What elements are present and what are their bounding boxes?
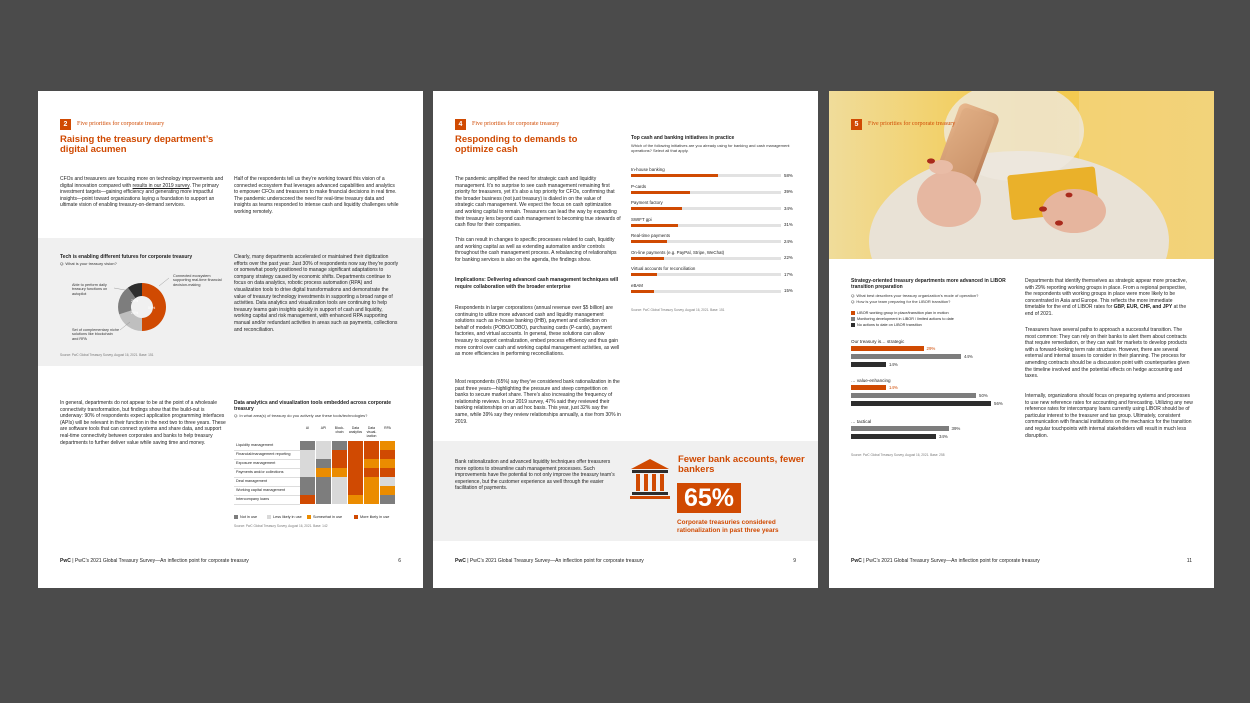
heatmap-cell bbox=[348, 459, 363, 468]
bar-track bbox=[631, 273, 781, 276]
chart-source: Source: PwC Global Treasury Survey, August 16, 2021. Base: 151 bbox=[60, 353, 154, 357]
document-page-9 bbox=[433, 91, 818, 588]
libor-bar-chart bbox=[851, 339, 1021, 449]
bar bbox=[851, 354, 961, 359]
page-footer: PwC | PwC’s 2021 Global Treasury Survey—An inflection point for corporate treasury bbox=[60, 558, 249, 564]
heatmap-legend-more: More likely in use bbox=[354, 515, 389, 519]
donut-label-connected: Connected ecosystem supporting real-time financial decision-making bbox=[173, 274, 222, 287]
heatmap-cell bbox=[300, 468, 315, 477]
right-paragraph-2: Treasurers have several paths to approach a successful transition. The most common: They can rely on their banks to alert them about contracts that require remediation, or they can wait for markets to develop products with a forward-looking term rate structure. However, there are several external and internal issues to consider in their planning. The process for amending contracts should be a discussion point with counterparties given the timeline involved and the potential effects on hedge accounting and taxes. bbox=[1025, 327, 1190, 380]
document-page-11 bbox=[829, 91, 1214, 588]
bar-value-label: 14% bbox=[889, 361, 898, 367]
bar bbox=[851, 346, 924, 351]
bar bbox=[631, 174, 718, 177]
page-number: 9 bbox=[793, 558, 796, 564]
bar-track bbox=[631, 290, 781, 293]
heatmap-cell bbox=[316, 495, 331, 504]
bar bbox=[631, 240, 667, 243]
bar-value-label: 29% bbox=[926, 345, 936, 351]
bar bbox=[851, 434, 936, 439]
bar-value-label: 34% bbox=[784, 205, 793, 211]
heatmap-cell bbox=[332, 459, 347, 468]
heatmap-cell bbox=[348, 441, 363, 450]
hero-photo-phone-card bbox=[829, 91, 1214, 259]
section-label: Five priorities for corporate treasury bbox=[77, 121, 165, 127]
donut-label-able: Able to perform daily treasury functions on autopilot bbox=[72, 283, 108, 296]
section-badge: 4 bbox=[455, 119, 466, 130]
page-title: Raising the treasury department’s digital acumen bbox=[60, 134, 214, 155]
bar-label: Virtual accounts for reconciliation bbox=[631, 266, 696, 271]
bar-value-label: 56% bbox=[994, 400, 1003, 406]
bar-track bbox=[631, 191, 781, 194]
heatmap-source: Source: PwC Global Treasury Survey, August 16, 2021. Base: 142 bbox=[234, 524, 328, 528]
stat-value: 65% bbox=[677, 483, 741, 513]
section-label: Five priorities for corporate treasury bbox=[868, 121, 956, 127]
bank-building-icon bbox=[629, 457, 671, 501]
heatmap-col: AI bbox=[305, 426, 310, 430]
heatmap-cell bbox=[348, 468, 363, 477]
right-paragraph-1: Departments that identify themselves as strategic appear more proactive, with 29% reporting working groups in place. From a regional perspective, the respondents with working groups in place were more likely to be concentrated in Asia and Europe. This reflects the more immediate timetable for the end of LIBOR rates for GBP, EUR, CHF, and JPY at the end of 2021. bbox=[1025, 278, 1188, 317]
heatmap-row-label: Deal management bbox=[234, 477, 300, 487]
heatmap-cell bbox=[364, 459, 379, 468]
bar-value-label: 15% bbox=[784, 288, 793, 293]
bar bbox=[631, 273, 657, 276]
heatmap-cell bbox=[380, 459, 395, 468]
heatmap-cell bbox=[364, 495, 379, 504]
bar-value-label: 17% bbox=[784, 271, 793, 277]
heatmap-row-label: Financial/management reporting bbox=[234, 450, 300, 460]
donut-value-20b: 20% bbox=[131, 311, 139, 315]
bar bbox=[851, 393, 976, 398]
bar-value-label: 22% bbox=[784, 255, 793, 260]
bar-value-label: 39% bbox=[951, 425, 961, 431]
callout-text: Bank rationalization and advanced liquidity techniques offer treasurers more options to streamline cash management processes. Such improvements have the potential to not only improve the treasury team’s experience, but the customer experience as well through the easier facilitation of payments. bbox=[455, 459, 615, 492]
heatmap-cell bbox=[316, 468, 331, 477]
chart-question-1: Q: What best describes your treasury organization’s mode of operation? bbox=[851, 293, 979, 298]
bar-track bbox=[631, 224, 781, 227]
heatmap-col: API bbox=[320, 426, 327, 430]
bar-label: P-cards bbox=[631, 183, 647, 189]
heatmap-row-label: Working capital management bbox=[234, 486, 300, 496]
page-footer: PwC | PwC’s 2021 Global Treasury Survey—An inflection point for corporate treasury bbox=[455, 558, 644, 564]
heatmap-cell bbox=[316, 486, 331, 495]
bar-value-label: 44% bbox=[964, 353, 973, 359]
bar-label: SWIFT gpi bbox=[631, 216, 652, 222]
bar-value-label: 24% bbox=[784, 238, 793, 244]
bar-value-label: 50% bbox=[979, 392, 988, 398]
donut-label-set: Set of complementary niche solutions like blockchain and RPA bbox=[72, 328, 120, 341]
heatmap-cell bbox=[348, 486, 363, 495]
page-footer: PwC | PwC’s 2021 Global Treasury Survey—An inflection point for corporate treasury bbox=[851, 558, 1040, 564]
paragraph-4: Most respondents (65%) say they’ve considered bank rationalization in the past three years—highlighting the pressure and steep competition on banks to secure market share. There’s also increasing the frequency of relationship reviews. In our 2019 survey, 47% said they reviewed their banking relationships on an ad hoc basis. This year, just 32% say the same, while 39% say they review relationships annually, a rise from 30% in 2019. bbox=[455, 379, 621, 425]
bar bbox=[631, 257, 664, 260]
heatmap-cell bbox=[364, 486, 379, 495]
heatmap-cell bbox=[364, 450, 379, 459]
bar-value-label: 34% bbox=[939, 433, 948, 439]
stat-heading: Fewer bank accounts, fewer bankers bbox=[678, 454, 805, 475]
heatmap-row-label: Liquidity management bbox=[234, 441, 300, 451]
heatmap-row-label: Intercompany loans bbox=[234, 495, 300, 505]
donut-value-50: 50% bbox=[148, 306, 156, 310]
heatmap-cell bbox=[348, 450, 363, 459]
heatmap-cell bbox=[300, 450, 315, 459]
bar-label: eBAM bbox=[631, 282, 643, 288]
bottom-left-paragraph: In general, departments do not appear to be at the point of a wholesale connectivity transformation, but findings show that the build-out is underway: 90% of respondents expect application programming interfaces (APIs) will be relevant in their function in the next two to three years. These are software tools that can connect systems and share data, and support real-time connectivity between corporates and banks to help treasury departments to further deliver value while saving time and money. bbox=[60, 400, 226, 446]
heatmap-cell bbox=[348, 495, 363, 504]
bar-chart bbox=[631, 167, 811, 302]
heatmap-cell bbox=[348, 477, 363, 486]
right-paragraph-3: Internally, organizations should focus on preparing systems and processes to use new reference rates for accounting and forecasting. Utilizing any new reference rates for intercompany loans currently using LIBOR should be of particular interest to the treasurer and tax group. Ultimately, consistent communication with financial institutions on the mechanics for the transition and regular touchpoints with internal stakeholders will result in much less disruption. bbox=[1025, 393, 1193, 439]
heatmap-row-label: Exposure management bbox=[234, 459, 300, 469]
legend-monitoring: Monitoring development in LIBOR / limited actions to date bbox=[851, 317, 954, 321]
chart-title: Tech is enabling different futures for corporate treasury bbox=[60, 254, 193, 260]
heatmap bbox=[234, 424, 404, 512]
chart-title: Top cash and banking initiatives in practice bbox=[631, 135, 735, 141]
heatmap-cell bbox=[316, 477, 331, 486]
section-badge: 5 bbox=[851, 119, 862, 130]
heatmap-cell bbox=[316, 441, 331, 450]
paragraph-3: Respondents in larger corporations (annual revenue over $5 billion) are continuing to utilize more advanced cash and liquidity management solutions such as in-house banking (IHB), payment and collection on behalf of models (POBO/COBO), purchasing cards (P-cards), payment factories, and virtual accounts. In general, these solutions can allow treasury to support centralization, embed process efficiency and thus gain more control over cash and working capital management activities, as well as more efficiencies in performing reconciliations. bbox=[455, 305, 620, 358]
heatmap-row-label: Payments and/or collections bbox=[234, 468, 300, 478]
heatmap-cell bbox=[364, 441, 379, 450]
heatmap-cell bbox=[332, 468, 347, 477]
bar-label: In-house banking bbox=[631, 167, 665, 172]
chart-source: Source: PwC Global Treasury Survey, August 16, 2021. Base: 258 bbox=[851, 453, 945, 457]
heatmap-col: RPA bbox=[384, 426, 391, 430]
bar bbox=[631, 191, 690, 194]
bar-value-label: 58% bbox=[784, 172, 793, 178]
bar-value-label: 31% bbox=[784, 222, 793, 227]
heatmap-cell bbox=[300, 477, 315, 486]
right-paragraph: Clearly, many departments accelerated or maintained their digitization efforts over the past year: Just 30% of respondents now say they’re poorly or somewhat poorly positioned to manage significant adaptations to company strategy caused by economic shifts. Departments continue to focus on data analytics, robotic process automation (RPA) and visualization tools to drive digital transformations and demonstrate the value of treasury technology investments in supporting a broad range of activities. Data analytics and visualization tools are continuing to help treasury teams gain insights quickly in support of cash and liquidity, working capital and risk management, with enhanced RPA supporting manual and/or redundant activities in areas such as payments, collections and reconciliation. bbox=[234, 254, 399, 333]
chart-subtitle: Which of the following initiatives are you already using for banking and cash management operations? Select all that apply. bbox=[631, 143, 790, 153]
heatmap-cell bbox=[380, 477, 395, 486]
bar-value-label: 39% bbox=[784, 189, 793, 194]
heatmap-cell bbox=[364, 468, 379, 477]
chart-question-2: Q: How is your team preparing for the LIBOR transition? bbox=[851, 299, 951, 304]
intro-right-paragraph: Half of the respondents tell us they’re working toward this vision of a connected ecosystem that leverages advanced capabilities and analytics to empower CFOs and treasurers to make financial decisions in real time. The pandemic underscored the need for real-time treasury data and insights as teams responded to intense cash and liquidity challenges while working remotely. bbox=[234, 176, 399, 215]
bar bbox=[631, 224, 678, 227]
bar-label: Real-time payments bbox=[631, 233, 671, 238]
page-title: Responding to demands to optimize cash bbox=[455, 134, 578, 155]
heatmap-col: Data analytics bbox=[348, 426, 363, 434]
heatmap-cell bbox=[316, 459, 331, 468]
legend-working-group: LIBOR working group in place/transition plan in motion bbox=[851, 311, 949, 315]
paragraph-2: This can result in changes to specific processes related to cash, liquidity and working capital as well as extending automation and/or controls throughout the cash management process. A rebalancing of relationships for banking services is also on the agenda, the findings show. bbox=[455, 237, 617, 263]
heatmap-cell bbox=[300, 459, 315, 468]
chart-question: Q: What is your treasury vision? bbox=[60, 261, 117, 266]
heatmap-cell bbox=[332, 477, 347, 486]
group-label: … value-enhancing bbox=[851, 378, 891, 383]
heatmap-cell bbox=[380, 495, 395, 504]
bar bbox=[631, 207, 682, 210]
heatmap-cell bbox=[300, 486, 315, 495]
heatmap-col: Data visual-ization bbox=[366, 426, 377, 438]
bar-value-label: 14% bbox=[889, 384, 898, 390]
bar-track bbox=[631, 257, 781, 260]
heatmap-cell bbox=[380, 468, 395, 477]
heatmap-cell bbox=[332, 450, 347, 459]
paragraph-1: The pandemic amplified the need for strategic cash and liquidity management. It’s no surprise to see cash management remaining first priority for treasurers, yet it’s also a top priority for CFOs, confirming that the broader business (not just treasury) is dialed in on the value of strategic cash management. We expect the focus on cash optimization and working capital to remain. Treasurers can lead the way by expanding their treasury lens beyond cash management to becoming true stewards of cash flow for their companies. bbox=[455, 176, 621, 229]
heatmap-cell bbox=[380, 450, 395, 459]
heatmap-cell bbox=[380, 441, 395, 450]
heatmap-legend-less: Less likely in use bbox=[267, 515, 302, 519]
bar bbox=[631, 290, 654, 293]
chart-title: Strategy-oriented treasury departments more advanced in LIBOR transition preparation bbox=[851, 278, 1006, 290]
donut-leader-lines bbox=[38, 91, 423, 391]
heatmap-cell bbox=[316, 450, 331, 459]
bar-label: Payment factory bbox=[631, 200, 663, 205]
heatmap-cell bbox=[300, 441, 315, 450]
group-label: … tactical bbox=[851, 419, 872, 424]
heatmap-cell bbox=[300, 495, 315, 504]
donut-value-20a: 20% bbox=[131, 299, 139, 303]
heatmap-cell bbox=[332, 441, 347, 450]
heatmap-cell bbox=[364, 477, 379, 486]
section-label: Five priorities for corporate treasury bbox=[472, 121, 560, 127]
bar-track bbox=[631, 174, 781, 177]
bar bbox=[851, 401, 991, 406]
subheading: Implications: Delivering advanced cash management techniques will require collaboration with the broader enterprise bbox=[455, 277, 619, 290]
bar bbox=[851, 385, 886, 390]
bar-track bbox=[631, 240, 781, 243]
heatmap-col: Block-chain bbox=[334, 426, 345, 434]
group-label: Our treasury is… strategic bbox=[851, 339, 905, 344]
bar bbox=[851, 426, 949, 431]
intro-left-paragraph: CFOs and treasurers are focusing more on technology improvements and digital innovation compared with results in our 2019 survey. The primary investment targets—gaining efficiency and generating more impactful insights—point toward organizations laying a foundation to support an ultimate vision of enabling treasury-on-demand services. bbox=[60, 176, 224, 209]
heatmap-cell bbox=[332, 486, 347, 495]
heatmap-question: Q: In what area(s) of treasury do you actively use these tools/technologies? bbox=[234, 413, 368, 418]
page-number: 11 bbox=[1186, 558, 1192, 564]
document-page-6 bbox=[38, 91, 423, 588]
bar bbox=[851, 362, 886, 367]
heatmap-cell bbox=[380, 486, 395, 495]
bar-label: On-line payments (e.g. PayPal, Stripe, WeChat) bbox=[631, 249, 725, 255]
heatmap-cell bbox=[332, 495, 347, 504]
page-number: 6 bbox=[398, 558, 401, 564]
bar-track bbox=[631, 207, 781, 210]
legend-no-actions: No actions to date on LIBOR transition bbox=[851, 323, 922, 327]
chart-source: Source: PwC Global Treasury Survey, August 16, 2021. Base: 151 bbox=[631, 308, 725, 312]
heatmap-legend-somewhat: Somewhat in use bbox=[307, 515, 342, 519]
survey-link[interactable]: results in our 2019 survey bbox=[132, 182, 190, 189]
stat-caption: Corporate treasuries considered rationalization in past three years bbox=[677, 519, 779, 534]
heatmap-title: Data analytics and visualization tools embedded across corporate treasury bbox=[234, 400, 391, 412]
heatmap-legend-not: Not in use bbox=[234, 515, 257, 519]
section-badge: 2 bbox=[60, 119, 71, 130]
